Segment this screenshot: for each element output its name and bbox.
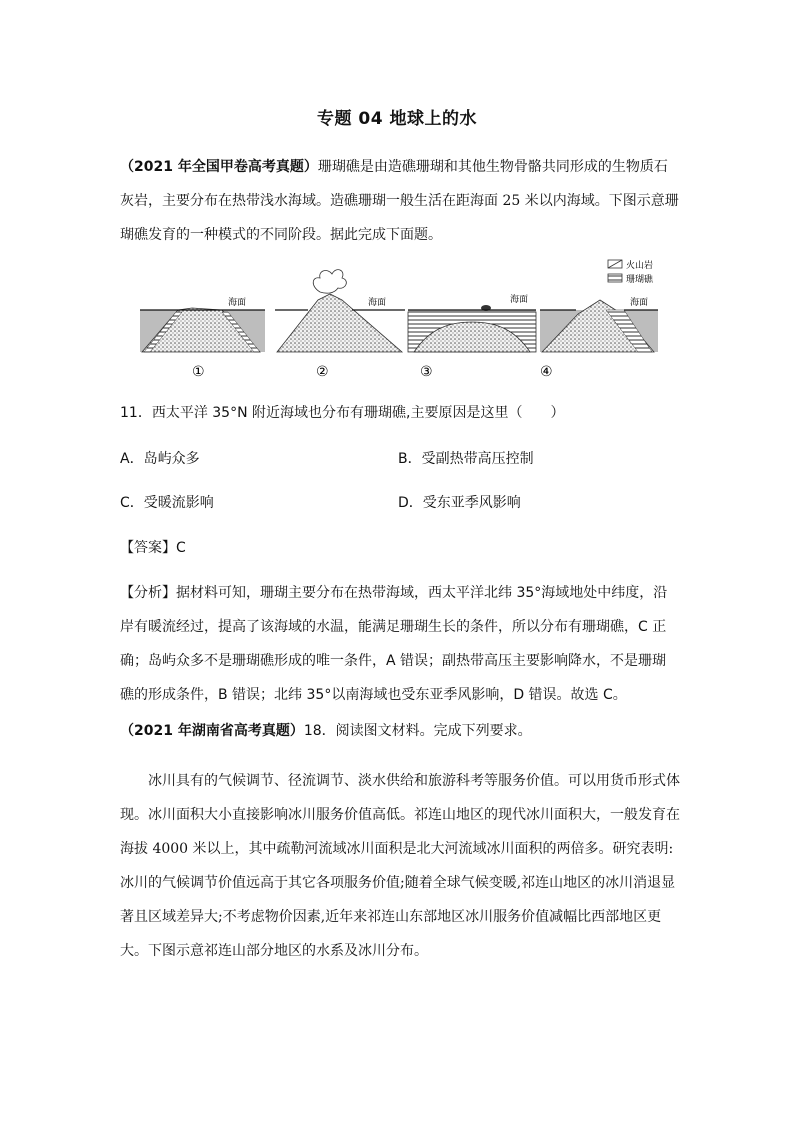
stage-1-panel (140, 296, 265, 380)
stage-label-4: ④ (540, 364, 553, 380)
q2-header (120, 720, 532, 740)
q2-material: 冰川具有的气候调节、径流调节、淡水供给和旅游科考等服务价值。可以用货币形式体现。冰川面积大小直接影响冰川服务价值高低。祁连山地区的现代冰川面积大，一般发育在海拔 4000 米以上，其中疏勒河流域冰川面积是北大河流域冰川面积的两倍多。研究表明:冰川的气候调节价值远高于其它各项服务价值;随着全球气候变暖,祁连山地区的冰川消退显著且区域差异大;不考虑物价因素,近年来祁连山东部地区冰川服务价值减幅比西部地区更大。下图示意祁连山部分地区的水系及冰川分布。 (120, 773, 680, 959)
option-d: D．受东亚季风影响 (398, 495, 521, 511)
q2-source: （2021 年湖南省高考真题） (120, 723, 304, 739)
analysis-label: 【分析】 (120, 585, 176, 601)
analysis-text: 据材料可知，珊瑚主要分布在热带海域，西太平洋北纬 35°海域地处中纬度，沿岸有暖流经过，提高了该海域的水温，能满足珊瑚生长的条件，所以分布有珊瑚礁，C 正确；岛屿众多不是珊瑚礁形成的唯一条件，A 错误；副热带高压主要影响降水，不是珊瑚礁的形成条件，B 错误；北纬 35°以南海域也受东亚季风影响，D 错误。故选 C。 (120, 585, 668, 703)
sea-label-2: 海面 (368, 298, 387, 308)
question-11: 11．西太平洋 35°N 附近海域也分布有珊瑚礁,主要原因是这里（ ） (120, 405, 565, 421)
stage-label-3: ③ (420, 364, 433, 380)
stage-2-panel (275, 270, 405, 380)
stage-label-1: ① (192, 364, 205, 380)
answer-line: 【答案】C (120, 540, 186, 556)
sea-label-1: 海面 (228, 298, 247, 308)
stage-3-panel (408, 293, 536, 380)
sea-label-3: 海面 (510, 295, 529, 305)
stage-label-2: ② (316, 364, 329, 380)
legend-reef: 珊瑚礁 (626, 275, 654, 285)
q1-intro-text: 珊瑚礁是由造礁珊瑚和其他生物骨骼共同形成的生物质石灰岩，主要分布在热带浅水海域。造礁珊瑚一般生活在距海面 25 米以内海域。下图示意珊瑚礁发育的一种模式的不同阶段。据此完成下面题。 (120, 159, 679, 243)
option-a: A．岛屿众多 (120, 451, 200, 467)
option-c: C．受暖流影响 (120, 495, 214, 511)
analysis-block (120, 576, 680, 712)
figure-legend (608, 259, 654, 285)
coral-reef-figure (130, 258, 670, 388)
stage-4-panel (540, 296, 658, 380)
q1-source: （2021 年全国甲卷高考真题） (120, 159, 318, 175)
q2-prompt: 18．阅读图文材料。完成下列要求。 (303, 723, 532, 739)
option-b: B．受副热带高压控制 (398, 451, 534, 467)
sea-label-4: 海面 (630, 298, 649, 308)
legend-volcanic: 火山岩 (626, 261, 654, 271)
q1-intro-block (120, 150, 680, 252)
page-title: 专题 04 地球上的水 (317, 109, 477, 129)
